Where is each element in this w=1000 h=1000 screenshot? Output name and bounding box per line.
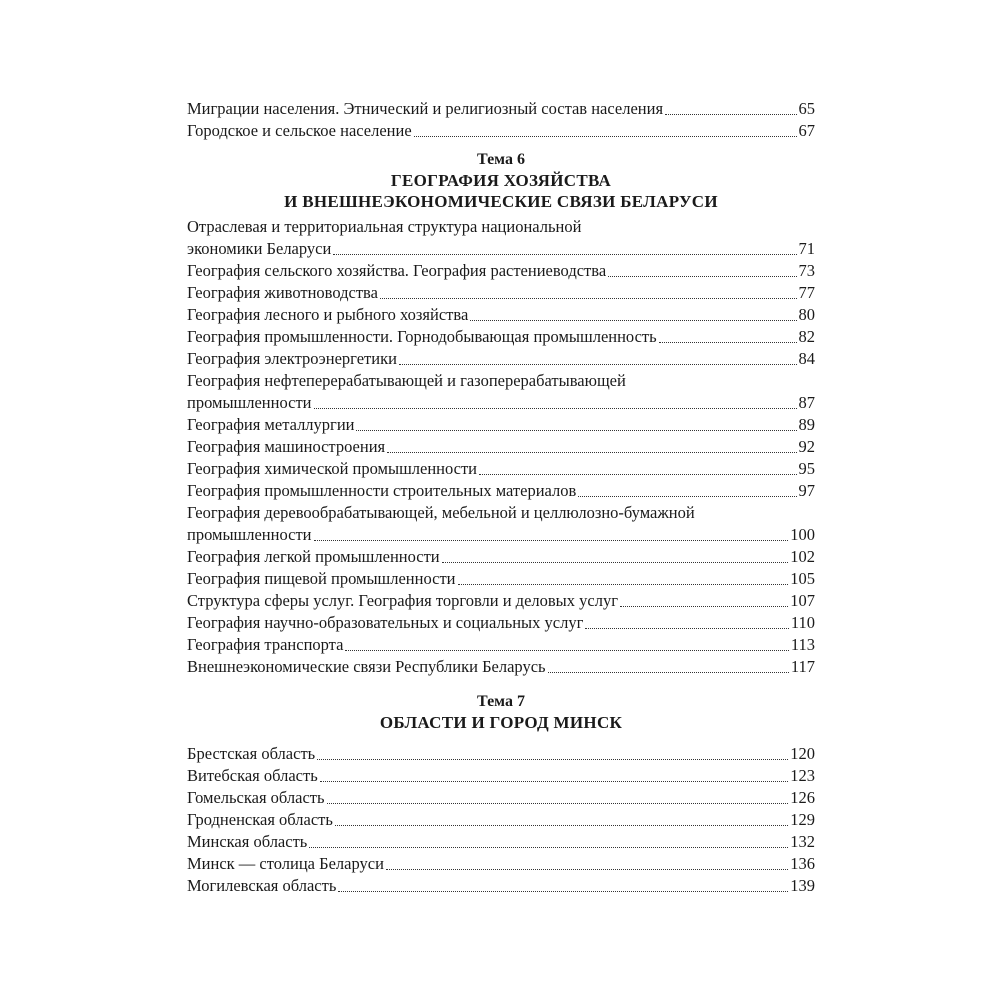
toc-entry-page-number: 67 [798,121,815,140]
toc-entry [187,436,815,458]
toc-entry-row [187,546,815,568]
toc-entry [187,414,815,436]
dot-leader [309,846,788,848]
dot-leader [442,561,789,563]
theme-label: Тема 7 [477,693,525,710]
toc-entry-title: промышленности [187,393,312,412]
toc-entry-title: География химической промышленности [187,459,478,478]
toc-entry-title: Городское и сельское население [187,121,412,140]
toc-entry-title: Структура сферы услуг. География торговли и деловых услуг [187,591,618,610]
toc-entry [187,370,815,414]
toc-entry-page-number: 73 [798,261,815,280]
toc-section-theme-6 [187,216,815,678]
toc-entry-title: Могилевская область [187,876,337,895]
toc-entry [187,612,815,634]
toc-entry-row [187,238,815,260]
toc-entry [187,831,815,853]
toc-entry [187,260,815,282]
toc-entry [187,743,815,765]
toc-entry-row [187,392,815,414]
toc-entry-page-number: 117 [790,657,815,676]
toc-entry-page-number: 139 [790,876,815,895]
toc-entry-page-number: 95 [798,459,815,478]
toc-entry-page-number: 87 [798,393,815,412]
toc-entry-page-number: 107 [790,591,815,610]
toc-entry [187,348,815,370]
toc-entry-row [187,98,815,120]
toc-entry-page-number: 97 [798,481,815,500]
toc-entry-page-number: 120 [790,744,815,763]
toc-entry-page-number: 129 [790,810,815,829]
toc-entry-row [187,480,815,502]
toc-entry [187,787,815,809]
toc-entry-title: Минская область [187,832,308,851]
theme-6-heading [187,150,815,212]
toc-entry-title-line: Отраслевая и территориальная структура национальной [187,217,582,236]
toc-entry-row [187,458,815,480]
toc-entry [187,590,815,612]
toc-entry-title: География легкой промышленности [187,547,440,566]
toc-entry-row [187,590,815,612]
toc-entry [187,304,815,326]
toc-entry-row [187,414,815,436]
dot-leader [458,583,789,585]
toc-entry-page-number: 126 [790,788,815,807]
toc-entry-page-number: 136 [790,854,815,873]
toc-entry-page-number: 105 [790,569,815,588]
toc-entry-row [187,831,815,853]
dot-leader [387,451,796,453]
toc-entry-page-number: 113 [790,635,815,654]
table-of-contents [187,98,815,897]
toc-entry-page-number: 100 [790,525,815,544]
toc-entry-page-number: 132 [790,832,815,851]
toc-entry [187,458,815,480]
toc-entry-title-line: География нефтеперерабатывающей и газоперерабатывающей [187,371,626,390]
toc-entry-page-number: 84 [798,349,815,368]
toc-entry [187,853,815,875]
dot-leader [414,135,797,137]
toc-entry-row [187,634,815,656]
toc-entry-row [187,120,815,142]
toc-entry-page-number: 110 [790,613,815,632]
toc-section-top [187,98,815,142]
dot-leader [333,253,796,255]
toc-entry [187,875,815,897]
toc-entry-title: География транспорта [187,635,344,654]
toc-entry-row [187,348,815,370]
toc-entry-title: География животноводства [187,283,378,302]
dot-leader [399,363,797,365]
toc-entry-page-number: 65 [798,99,815,118]
toc-entry-title: География сельского хозяйства. География растениеводства [187,261,607,280]
toc-entry [187,502,815,546]
toc-entry-page-number: 82 [798,327,815,346]
toc-entry-title: Гродненская область [187,810,333,829]
dot-leader [356,429,796,431]
toc-entry [187,326,815,348]
dot-leader [380,297,797,299]
toc-entry-title: Внешнеэкономические связи Республики Беларусь [187,657,546,676]
theme-title: И ВНЕШНЕЭКОНОМИЧЕСКИЕ СВЯЗИ БЕЛАРУСИ [284,192,718,211]
toc-entry-title: География электроэнергетики [187,349,397,368]
toc-entry [187,216,815,260]
dot-leader [338,890,788,892]
toc-entry [187,568,815,590]
dot-leader [585,627,789,629]
toc-entry-title: География пищевой промышленности [187,569,456,588]
dot-leader [320,780,789,782]
dot-leader [345,649,788,651]
toc-entry-title: Брестская область [187,744,316,763]
toc-entry-row [187,326,815,348]
toc-entry-title: География машиностроения [187,437,386,456]
toc-entry-row [187,612,815,634]
toc-entry [187,656,815,678]
toc-entry-row [187,656,815,678]
dot-leader [386,868,788,870]
dot-leader [608,275,796,277]
dot-leader [314,407,797,409]
dot-leader [470,319,796,321]
toc-entry-row [187,260,815,282]
toc-entry [187,480,815,502]
toc-entry-row [187,568,815,590]
toc-entry-title: География лесного и рыбного хозяйства [187,305,469,324]
toc-entry-page-number: 77 [798,283,815,302]
theme-title: ГЕОГРАФИЯ ХОЗЯЙСТВА [390,171,612,190]
theme-title: ОБЛАСТИ И ГОРОД МИНСК [379,713,623,732]
toc-entry-page-number: 92 [798,437,815,456]
toc-entry-title: География металлургии [187,415,355,434]
dot-leader [578,495,796,497]
toc-entry-page-number: 80 [798,305,815,324]
dot-leader [665,113,796,115]
toc-entry-row [187,853,815,875]
toc-section-theme-7 [187,743,815,897]
dot-leader [479,473,796,475]
dot-leader [659,341,797,343]
dot-leader [317,758,788,760]
toc-entry-row [187,875,815,897]
toc-entry-row [187,809,815,831]
toc-entry-title: промышленности [187,525,312,544]
toc-entry-page-number: 89 [798,415,815,434]
toc-entry-row [187,436,815,458]
toc-entry-row [187,787,815,809]
toc-entry-title: География промышленности. Горнодобывающая промышленность [187,327,657,346]
theme-label: Тема 6 [477,151,525,168]
dot-leader [327,802,789,804]
dot-leader [548,671,789,673]
toc-entry-title: экономики Беларуси [187,239,332,258]
toc-entry-row [187,524,815,546]
toc-entry-title: Гомельская область [187,788,325,807]
toc-entry [187,765,815,787]
toc-entry [187,98,815,120]
toc-entry [187,120,815,142]
toc-entry [187,546,815,568]
toc-entry-title: География научно-образовательных и социальных услуг [187,613,584,632]
dot-leader [314,539,789,541]
dot-leader [620,605,788,607]
toc-entry [187,282,815,304]
toc-entry-row [187,765,815,787]
theme-7-heading [187,692,815,733]
toc-entry-title: Миграции населения. Этнический и религиозный состав населения [187,99,664,118]
toc-entry-row [187,282,815,304]
toc-entry-row [187,304,815,326]
toc-entry-page-number: 123 [790,766,815,785]
toc-entry-page-number: 102 [790,547,815,566]
toc-entry [187,809,815,831]
toc-entry-row [187,743,815,765]
toc-entry-page-number: 71 [798,239,815,258]
toc-entry-title: География промышленности строительных материалов [187,481,577,500]
dot-leader [335,824,788,826]
toc-entry-title: Минск — столица Беларуси [187,854,384,873]
toc-entry-title-line: География деревообрабатывающей, мебельной и целлюлозно-бумажной [187,503,695,522]
toc-entry-title: Витебская область [187,766,318,785]
toc-entry [187,634,815,656]
